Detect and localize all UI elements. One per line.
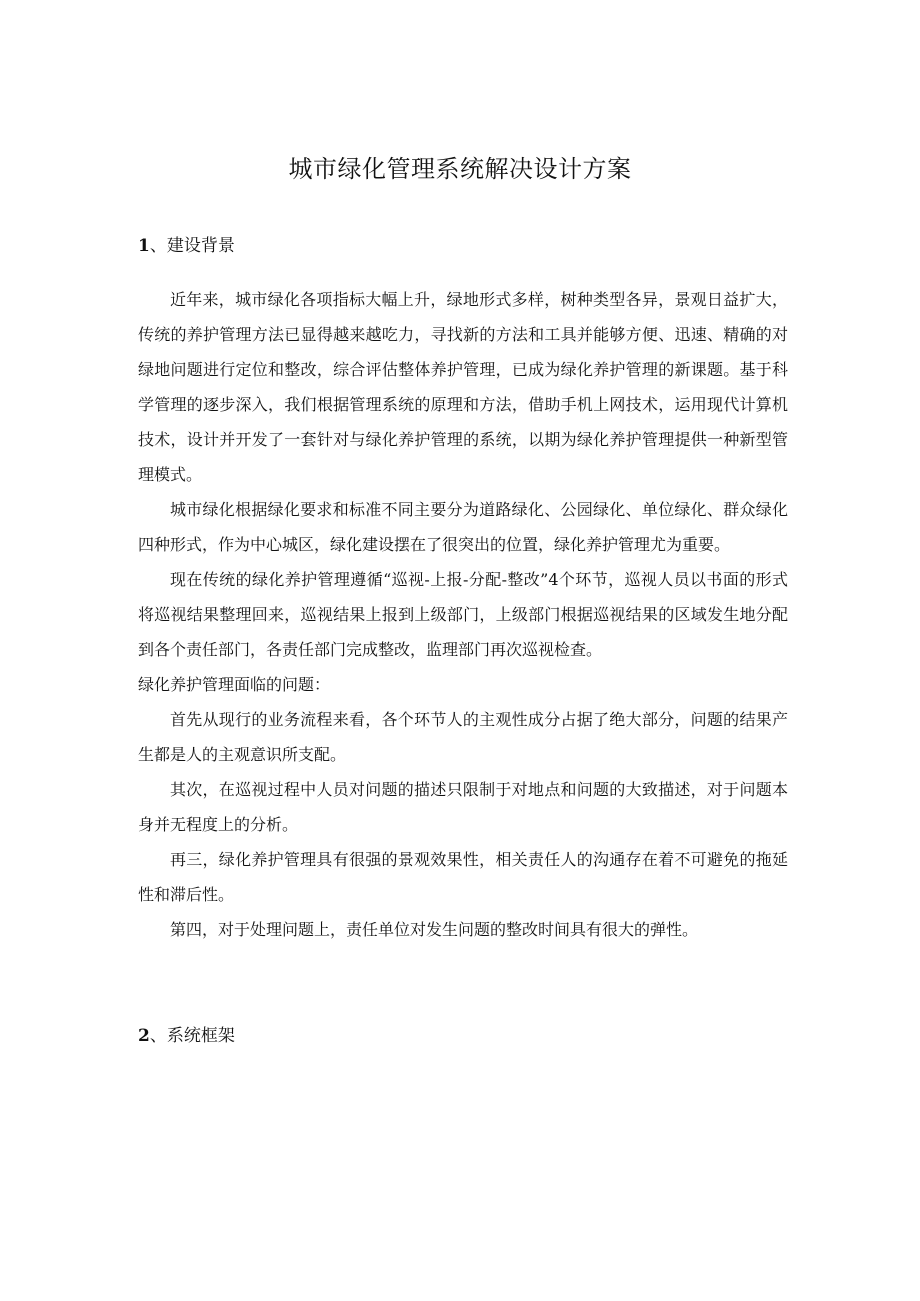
section-title: 系统框架: [166, 1026, 235, 1046]
section-heading-framework: [138, 1024, 235, 1048]
paragraph: 城市绿化根据绿化要求和标准不同主要分为道路绿化、公园绿化、单位绿化、群众绿化四种形式，作为中心城区，绿化建设摆在了很突出的位置，绿化养护管理尤为重要。: [138, 500, 788, 554]
document-title: 城市绿化管理系统解决设计方案: [288, 155, 632, 183]
section-number: 2: [138, 1026, 150, 1046]
paragraph-subheading: 绿化养护管理面临的问题：: [138, 675, 331, 694]
section-heading-background: [138, 234, 235, 258]
paragraph: 第四，对于处理问题上，责任单位对发生问题的整改时间具有很大的弹性。: [170, 920, 699, 939]
paragraph: 首先从现行的业务流程来看，各个环节人的主观性成分占据了绝大部分，问题的结果产生都是人的主观意识所支配。: [138, 710, 788, 764]
paragraph: 现在传统的绿化养护管理遵循“巡视-上报-分配-整改”4个环节，巡视人员以书面的形式将巡视结果整理回来，巡视结果上报到上级部门，上级部门根据巡视结果的区域发生地分配到各个责任部门，各责任部门完成整改，监理部门再次巡视检查。: [138, 570, 788, 659]
section-separator: 、: [149, 1026, 167, 1046]
section-body-background: [138, 282, 788, 947]
section-title: 建设背景: [166, 236, 235, 256]
section-number: 1: [138, 236, 150, 256]
paragraph: 近年来，城市绿化各项指标大幅上升，绿地形式多样，树种类型各异，景观日益扩大，传统的养护管理方法已显得越来越吃力，寻找新的方法和工具并能够方便、迅速、精确的对绿地问题进行定位和整改，综合评估整体养护管理，已成为绿化养护管理的新课题。基于科学管理的逐步深入，我们根据管理系统的原理和方法，借助手机上网技术，运用现代计算机技术，设计并开发了一套针对与绿化养护管理的系统，以期为绿化养护管理提供一种新型管理模式。: [138, 290, 788, 484]
paragraph: 其次，在巡视过程中人员对问题的描述只限制于对地点和问题的大致描述，对于问题本身并无程度上的分析。: [138, 780, 788, 834]
section-separator: 、: [149, 236, 167, 256]
paragraph: 再三，绿化养护管理具有很强的景观效果性，相关责任人的沟通存在着不可避免的拖延性和滞后性。: [138, 850, 788, 904]
